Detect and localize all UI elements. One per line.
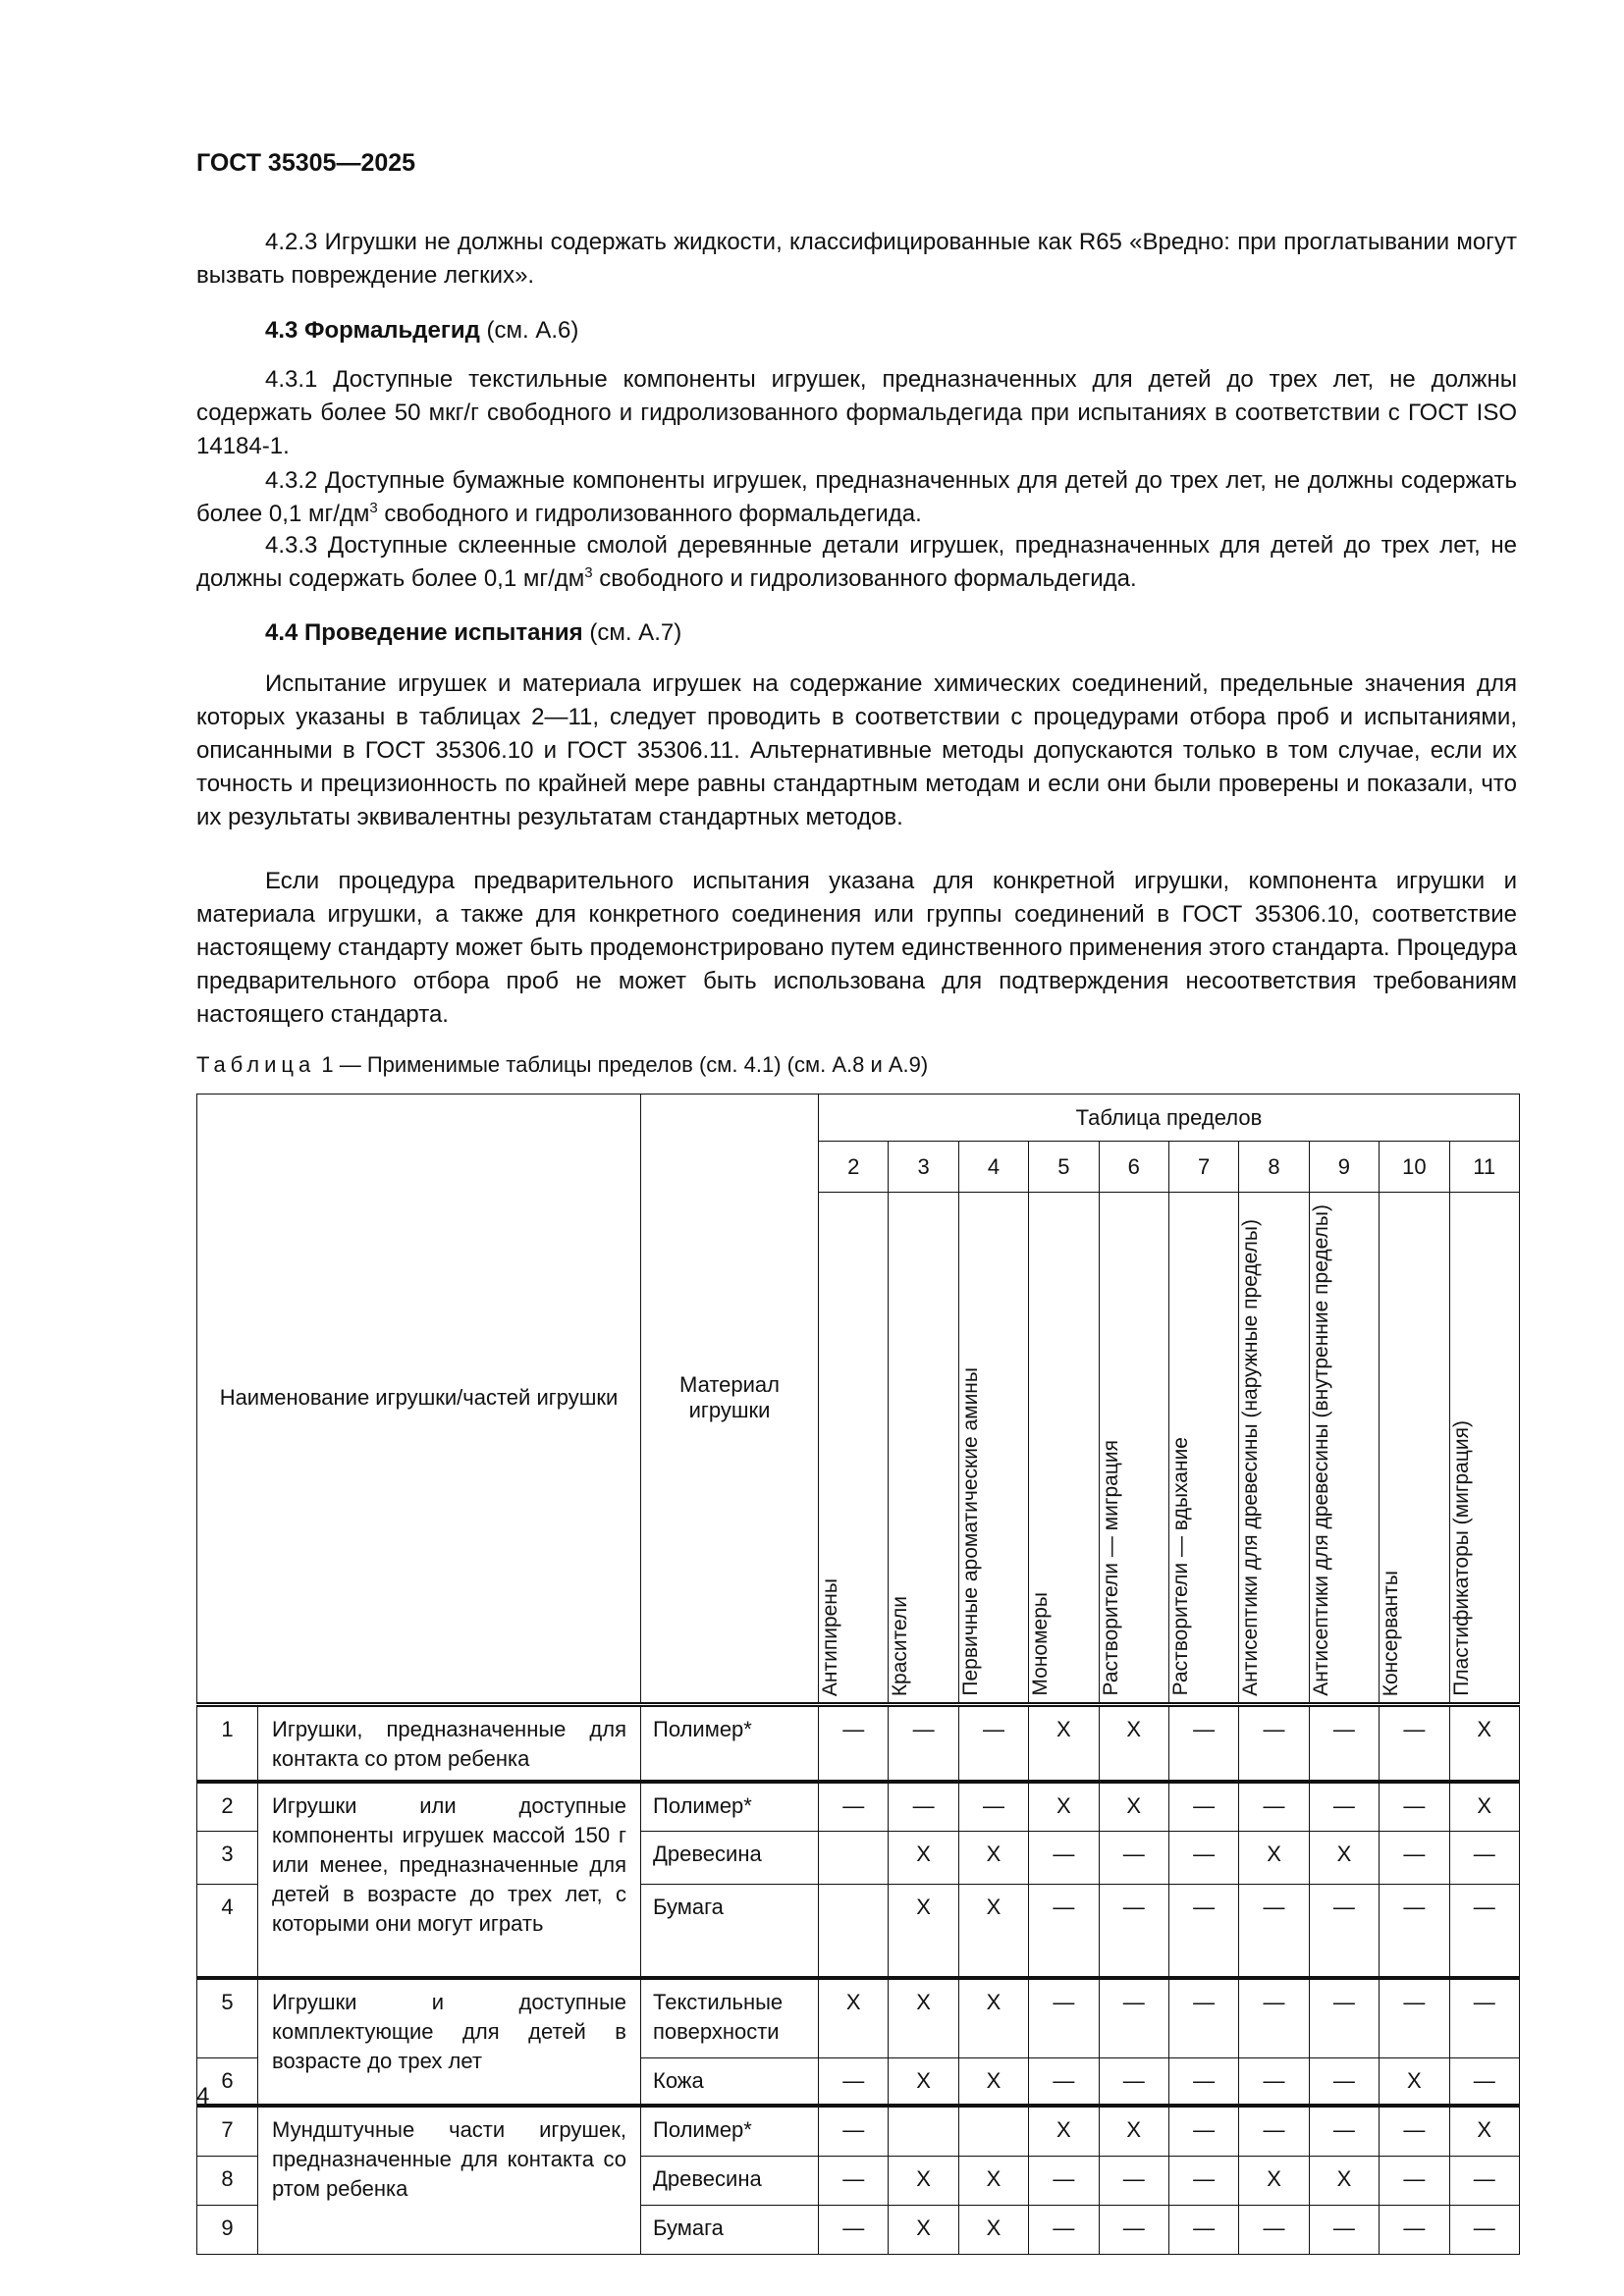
- limit-table-name: Растворители — миграция: [1099, 1440, 1122, 1696]
- paragraph-4-3-1: 4.3.1 Доступные текстильные компоненты игрушек, предназначенных для детей до трех лет, не должны содержать более 50 мкг/г свободного и гидролизованного формальдегида при испытаниях в соответствии с ГОСТ ISO 14184-1.: [196, 366, 1517, 459]
- caption-label: Таблица: [196, 1052, 316, 1077]
- limit-applicability: —: [1380, 1831, 1449, 1884]
- limit-applicability: X: [889, 1884, 958, 1978]
- toy-material: Древесина: [641, 1831, 819, 1884]
- paragraph-4-4-b: Если процедура предварительного испытания указана для конкретной игрушки, компонента игрушки и материала игрушки, а также для конкретного соединения или группы соединений в ГОСТ 35306.10, соответствие настоящему стандарту может быть продемонстрировано путем единственного применения этого стандарта. Процедура предварительного отбора проб не может быть использована для подтверждения несоответствия требованиям настоящего стандарта.: [196, 868, 1517, 1028]
- limit-applicability: [889, 2106, 958, 2156]
- limit-applicability: —: [1029, 2156, 1099, 2205]
- document-header: ГОСТ 35305—2025: [196, 149, 416, 177]
- row-number: 9: [197, 2205, 258, 2254]
- heading-4-3-ref: (см. А.6): [479, 317, 579, 344]
- limit-table-name: Антипирены: [819, 1577, 841, 1696]
- limit-applicability: —: [1099, 1831, 1168, 1884]
- limit-applicability: X: [1309, 2156, 1379, 2205]
- heading-4-4: [265, 619, 681, 647]
- text: свободного и гидролизованного формальдегида.: [377, 501, 922, 527]
- limit-applicability: —: [1239, 1782, 1309, 1831]
- limit-applicability: X: [1239, 1831, 1309, 1884]
- heading-4-3: [265, 317, 578, 345]
- limit-table-name-cell: [1239, 1193, 1309, 1705]
- limit-applicability: X: [1449, 2106, 1519, 2156]
- table-row: [197, 1978, 1520, 2057]
- limit-applicability: —: [889, 1782, 958, 1831]
- paragraph-4-2-3: 4.2.3 Игрушки не должны содержать жидкости, классифицированные как R65 «Вредно: при проглатывании могут вызвать повреждение легких».: [196, 229, 1517, 289]
- limit-applicability: [819, 1831, 889, 1884]
- limit-applicability: X: [958, 1884, 1028, 1978]
- limit-applicability: —: [1168, 2205, 1238, 2254]
- caption-text: 1 — Применимые таблицы пределов (см. 4.1) (см. А.8 и А.9): [315, 1052, 929, 1077]
- limit-applicability: X: [1099, 1704, 1168, 1782]
- toy-name: Игрушки или доступные компоненты игрушек массой 150 г или менее, предназначенные для детей в возрасте до трех лет, с которыми они могут играть: [258, 1782, 641, 1978]
- limit-applicability: —: [1380, 2205, 1449, 2254]
- heading-4-3-title: 4.3 Формальдегид: [265, 317, 480, 344]
- heading-4-4-ref: (см. А.7): [582, 619, 682, 646]
- limit-table-name-cell: [1099, 1193, 1168, 1705]
- limit-applicability: —: [1239, 1978, 1309, 2057]
- limit-applicability: X: [889, 2205, 958, 2254]
- limit-table-number: 6: [1099, 1142, 1168, 1193]
- limit-applicability: —: [1029, 1978, 1099, 2057]
- text: 4.3.2 Доступные бумажные компоненты игрушек, предназначенных для детей до трех лет, не должны содержать более 0,1 мг/дм: [196, 467, 1517, 527]
- row-number: 6: [197, 2057, 258, 2106]
- toy-material: Бумага: [641, 2205, 819, 2254]
- toy-name: Игрушки и доступные комплектующие для детей в возрасте до трех лет: [258, 1978, 641, 2106]
- limit-table-number: 2: [819, 1142, 889, 1193]
- limit-table-name: Пластификаторы (миграция): [1449, 1420, 1473, 1696]
- toy-name: Игрушки, предназначенные для контакта со ртом ребенка: [258, 1704, 641, 1782]
- limit-applicability: X: [889, 1831, 958, 1884]
- limit-applicability: X: [819, 1978, 889, 2057]
- limit-table-number: 11: [1449, 1142, 1519, 1193]
- toy-material: Бумага: [641, 1884, 819, 1978]
- limit-table-number: 5: [1029, 1142, 1099, 1193]
- limit-applicability: X: [1099, 1782, 1168, 1831]
- limit-table-number: 4: [958, 1142, 1028, 1193]
- limit-applicability: —: [1309, 2205, 1379, 2254]
- limit-applicability: X: [1029, 1782, 1099, 1831]
- limit-applicability: —: [1309, 2106, 1379, 2156]
- limit-applicability: —: [1309, 2057, 1379, 2106]
- limit-applicability: X: [1449, 1704, 1519, 1782]
- table-caption: [196, 1052, 928, 1078]
- limit-table-name: Консерванты: [1380, 1570, 1403, 1696]
- limit-table-name-cell: [958, 1193, 1028, 1705]
- limit-applicability: —: [1099, 2057, 1168, 2106]
- toy-material: Полимер*: [641, 1704, 819, 1782]
- limit-table-name-cell: [819, 1193, 889, 1705]
- limit-applicability: —: [889, 1704, 958, 1782]
- limit-applicability: —: [1168, 2156, 1238, 2205]
- limit-applicability: —: [1029, 2057, 1099, 2106]
- text: 4.3.3 Доступные склеенные смолой деревянные детали игрушек, предназначенных для детей до трех лет, не должны содержать более 0,1 мг/дм: [196, 532, 1517, 592]
- limit-applicability: —: [1029, 2205, 1099, 2254]
- limit-applicability: —: [1029, 1884, 1099, 1978]
- limit-applicability: —: [1168, 1704, 1238, 1782]
- col-header-name: Наименование игрушки/частей игрушки: [197, 1095, 641, 1705]
- limit-table-name: Антисептики для древесины (внутренние пределы): [1309, 1204, 1332, 1696]
- toy-material: Полимер*: [641, 2106, 819, 2156]
- col-header-material: Материал игрушки: [641, 1095, 819, 1705]
- limit-applicability: —: [1239, 2106, 1309, 2156]
- limit-table-number: 8: [1239, 1142, 1309, 1193]
- limit-applicability: [819, 1884, 889, 1978]
- superscript: 3: [584, 564, 593, 581]
- limit-applicability: X: [1029, 1704, 1099, 1782]
- superscript: 3: [369, 500, 378, 516]
- limit-applicability: —: [1309, 1884, 1379, 1978]
- limit-applicability: —: [1380, 1884, 1449, 1978]
- limit-applicability: —: [1099, 1884, 1168, 1978]
- paragraph-4-3-3: [196, 529, 1517, 596]
- limit-applicability: —: [1380, 1704, 1449, 1782]
- limit-applicability: —: [819, 1782, 889, 1831]
- limit-applicability: X: [958, 2057, 1028, 2106]
- row-number: 4: [197, 1884, 258, 1978]
- limit-applicability: —: [1309, 1704, 1379, 1782]
- limit-applicability: —: [1099, 2205, 1168, 2254]
- limit-applicability: X: [958, 1831, 1028, 1884]
- row-number: 1: [197, 1704, 258, 1782]
- limit-applicability: X: [1449, 1782, 1519, 1831]
- toy-material: Полимер*: [641, 1782, 819, 1831]
- limit-applicability: —: [1449, 1884, 1519, 1978]
- limit-applicability: X: [1239, 2156, 1309, 2205]
- limit-applicability: —: [1029, 1831, 1099, 1884]
- limit-table-name-cell: [1449, 1193, 1519, 1705]
- limit-applicability: —: [958, 1704, 1028, 1782]
- limit-table-name-cell: [1309, 1193, 1379, 1705]
- paragraph-4-4-a: Испытание игрушек и материала игрушек на содержание химических соединений, предельные значения для которых указаны в таблицах 2—11, следует проводить в соответствии с процедурами отбора проб и испытаниями, описанными в ГОСТ 35306.10 и ГОСТ 35306.11. Альтернативные методы допускаются только в том случае, если их точность и прецизионность по крайней мере равны стандартным методам и если они были проверены и показали, что их результаты эквивалентны результатам стандартных методов.: [196, 670, 1517, 830]
- limit-applicability: —: [1239, 2057, 1309, 2106]
- toy-material: Древесина: [641, 2156, 819, 2205]
- limit-applicability: —: [819, 2205, 889, 2254]
- limit-table-name: Мономеры: [1029, 1592, 1053, 1696]
- limit-applicability: —: [958, 1782, 1028, 1831]
- limit-table-name: Первичные ароматические амины: [958, 1367, 982, 1696]
- limit-applicability: X: [1380, 2057, 1449, 2106]
- limit-applicability: —: [1380, 2106, 1449, 2156]
- limit-applicability: —: [1168, 2106, 1238, 2156]
- limit-applicability: —: [1168, 1884, 1238, 1978]
- limit-applicability: —: [1309, 1978, 1379, 2057]
- table-row: [197, 1782, 1520, 1831]
- limit-applicability: —: [1449, 1978, 1519, 2057]
- limit-applicability: X: [889, 2156, 958, 2205]
- table-row: [197, 2106, 1520, 2156]
- toy-name: Мундштучные части игрушек, предназначенные для контакта со ртом ребенка: [258, 2106, 641, 2254]
- limit-applicability: —: [819, 2156, 889, 2205]
- limit-applicability: —: [1449, 1831, 1519, 1884]
- limit-table-number: 3: [889, 1142, 958, 1193]
- toy-material: Кожа: [641, 2057, 819, 2106]
- limit-table-name: Красители: [889, 1595, 912, 1696]
- limit-applicability: —: [1168, 1978, 1238, 2057]
- limit-table-name: Антисептики для древесины (наружные пределы): [1239, 1218, 1263, 1696]
- limit-applicability: —: [1309, 1782, 1379, 1831]
- limit-applicability: X: [889, 2057, 958, 2106]
- row-number: 8: [197, 2156, 258, 2205]
- limit-applicability: X: [1099, 2106, 1168, 2156]
- limit-applicability: —: [819, 1704, 889, 1782]
- toy-material: Текстильные поверхности: [641, 1978, 819, 2057]
- limit-applicability: —: [1380, 2156, 1449, 2205]
- limit-applicability: X: [958, 2205, 1028, 2254]
- col-header-limits: Таблица пределов: [819, 1095, 1520, 1142]
- limit-applicability: X: [958, 2156, 1028, 2205]
- row-number: 3: [197, 1831, 258, 1884]
- row-number: 5: [197, 1978, 258, 2057]
- limit-table-name: Растворители — вдыхание: [1168, 1437, 1192, 1696]
- limit-applicability: —: [1168, 1782, 1238, 1831]
- limit-applicability: —: [1239, 2205, 1309, 2254]
- limit-applicability: —: [1168, 2057, 1238, 2106]
- table-row: [197, 1704, 1520, 1782]
- row-number: 2: [197, 1782, 258, 1831]
- paragraph-4-3-2: [196, 464, 1517, 531]
- limit-applicability: —: [1099, 2156, 1168, 2205]
- limit-table-name-cell: [1168, 1193, 1238, 1705]
- limit-applicability: [958, 2106, 1028, 2156]
- limit-applicability: X: [889, 1978, 958, 2057]
- heading-4-4-title: 4.4 Проведение испытания: [265, 619, 583, 646]
- limits-table: [196, 1094, 1520, 2255]
- limit-applicability: —: [1099, 1978, 1168, 2057]
- limit-applicability: —: [1380, 1978, 1449, 2057]
- limit-applicability: X: [1029, 2106, 1099, 2156]
- limit-applicability: —: [1380, 1782, 1449, 1831]
- limit-table-number: 9: [1309, 1142, 1379, 1193]
- limit-applicability: —: [1239, 1884, 1309, 1978]
- limit-table-name-cell: [889, 1193, 958, 1705]
- limit-table-name-cell: [1380, 1193, 1449, 1705]
- row-number: 7: [197, 2106, 258, 2156]
- limit-applicability: X: [1309, 1831, 1379, 1884]
- limit-table-number: 10: [1380, 1142, 1449, 1193]
- limit-applicability: —: [1168, 1831, 1238, 1884]
- limit-applicability: —: [1449, 2156, 1519, 2205]
- text: свободного и гидролизованного формальдегида.: [592, 565, 1137, 592]
- limit-applicability: —: [819, 2057, 889, 2106]
- limit-applicability: —: [819, 2106, 889, 2156]
- limit-applicability: X: [958, 1978, 1028, 2057]
- limit-table-name-cell: [1029, 1193, 1099, 1705]
- limit-table-number: 7: [1168, 1142, 1238, 1193]
- limit-applicability: —: [1449, 2205, 1519, 2254]
- page-number: 4: [196, 2083, 210, 2109]
- limit-applicability: —: [1239, 1704, 1309, 1782]
- limit-applicability: —: [1449, 2057, 1519, 2106]
